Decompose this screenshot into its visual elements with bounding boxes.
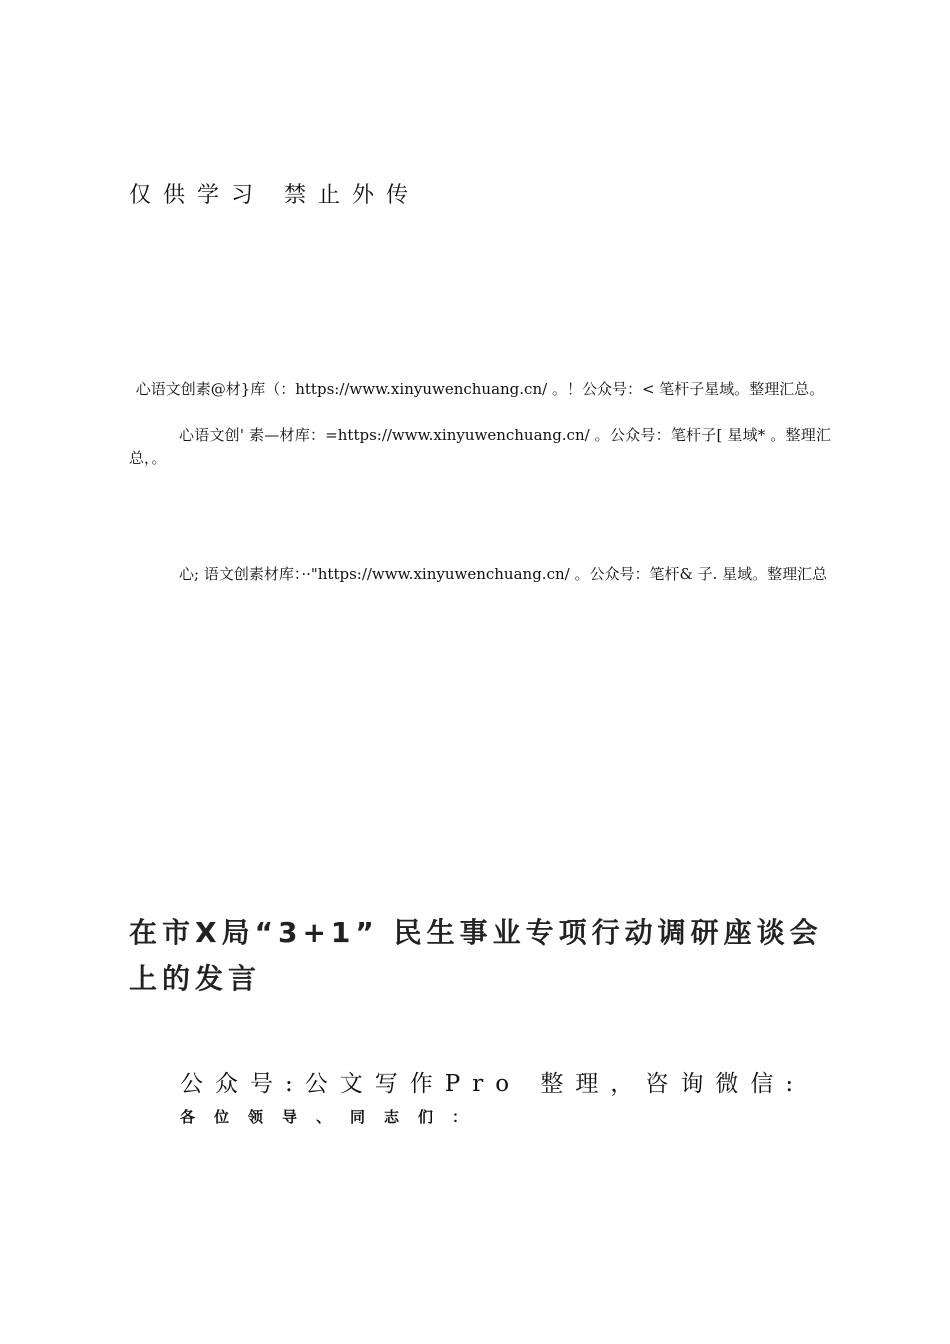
confidential-notice: 仅供学习 禁止外传: [129, 183, 420, 208]
greeting-line: 各位领导、同志们：: [180, 1108, 487, 1126]
source-line: 公众号:公文写作Pro 整理，咨询微信:: [180, 1071, 806, 1097]
document-title: 在市X局“3+1” 民生事业专项行动调研座谈会上的发言: [129, 916, 823, 995]
watermark-text-2: 心语文创' 素—材库：=https://www.xinyuwenchuang.cn/ 。公众号：笔杆子[ 星域* 。整理汇总，。: [129, 426, 831, 467]
watermark-text-3: 心; 语文创素材库：··"https://www.xinyuwenchuang.cn/ 。公众号：笔杆& 子. 星域。整理汇总: [179, 565, 828, 583]
watermark-text-1: 心语文创素@材}库（：https://www.xinyuwenchuang.cn/ 。！公众号：< 笔杆子星域。整理汇总。: [135, 380, 825, 398]
